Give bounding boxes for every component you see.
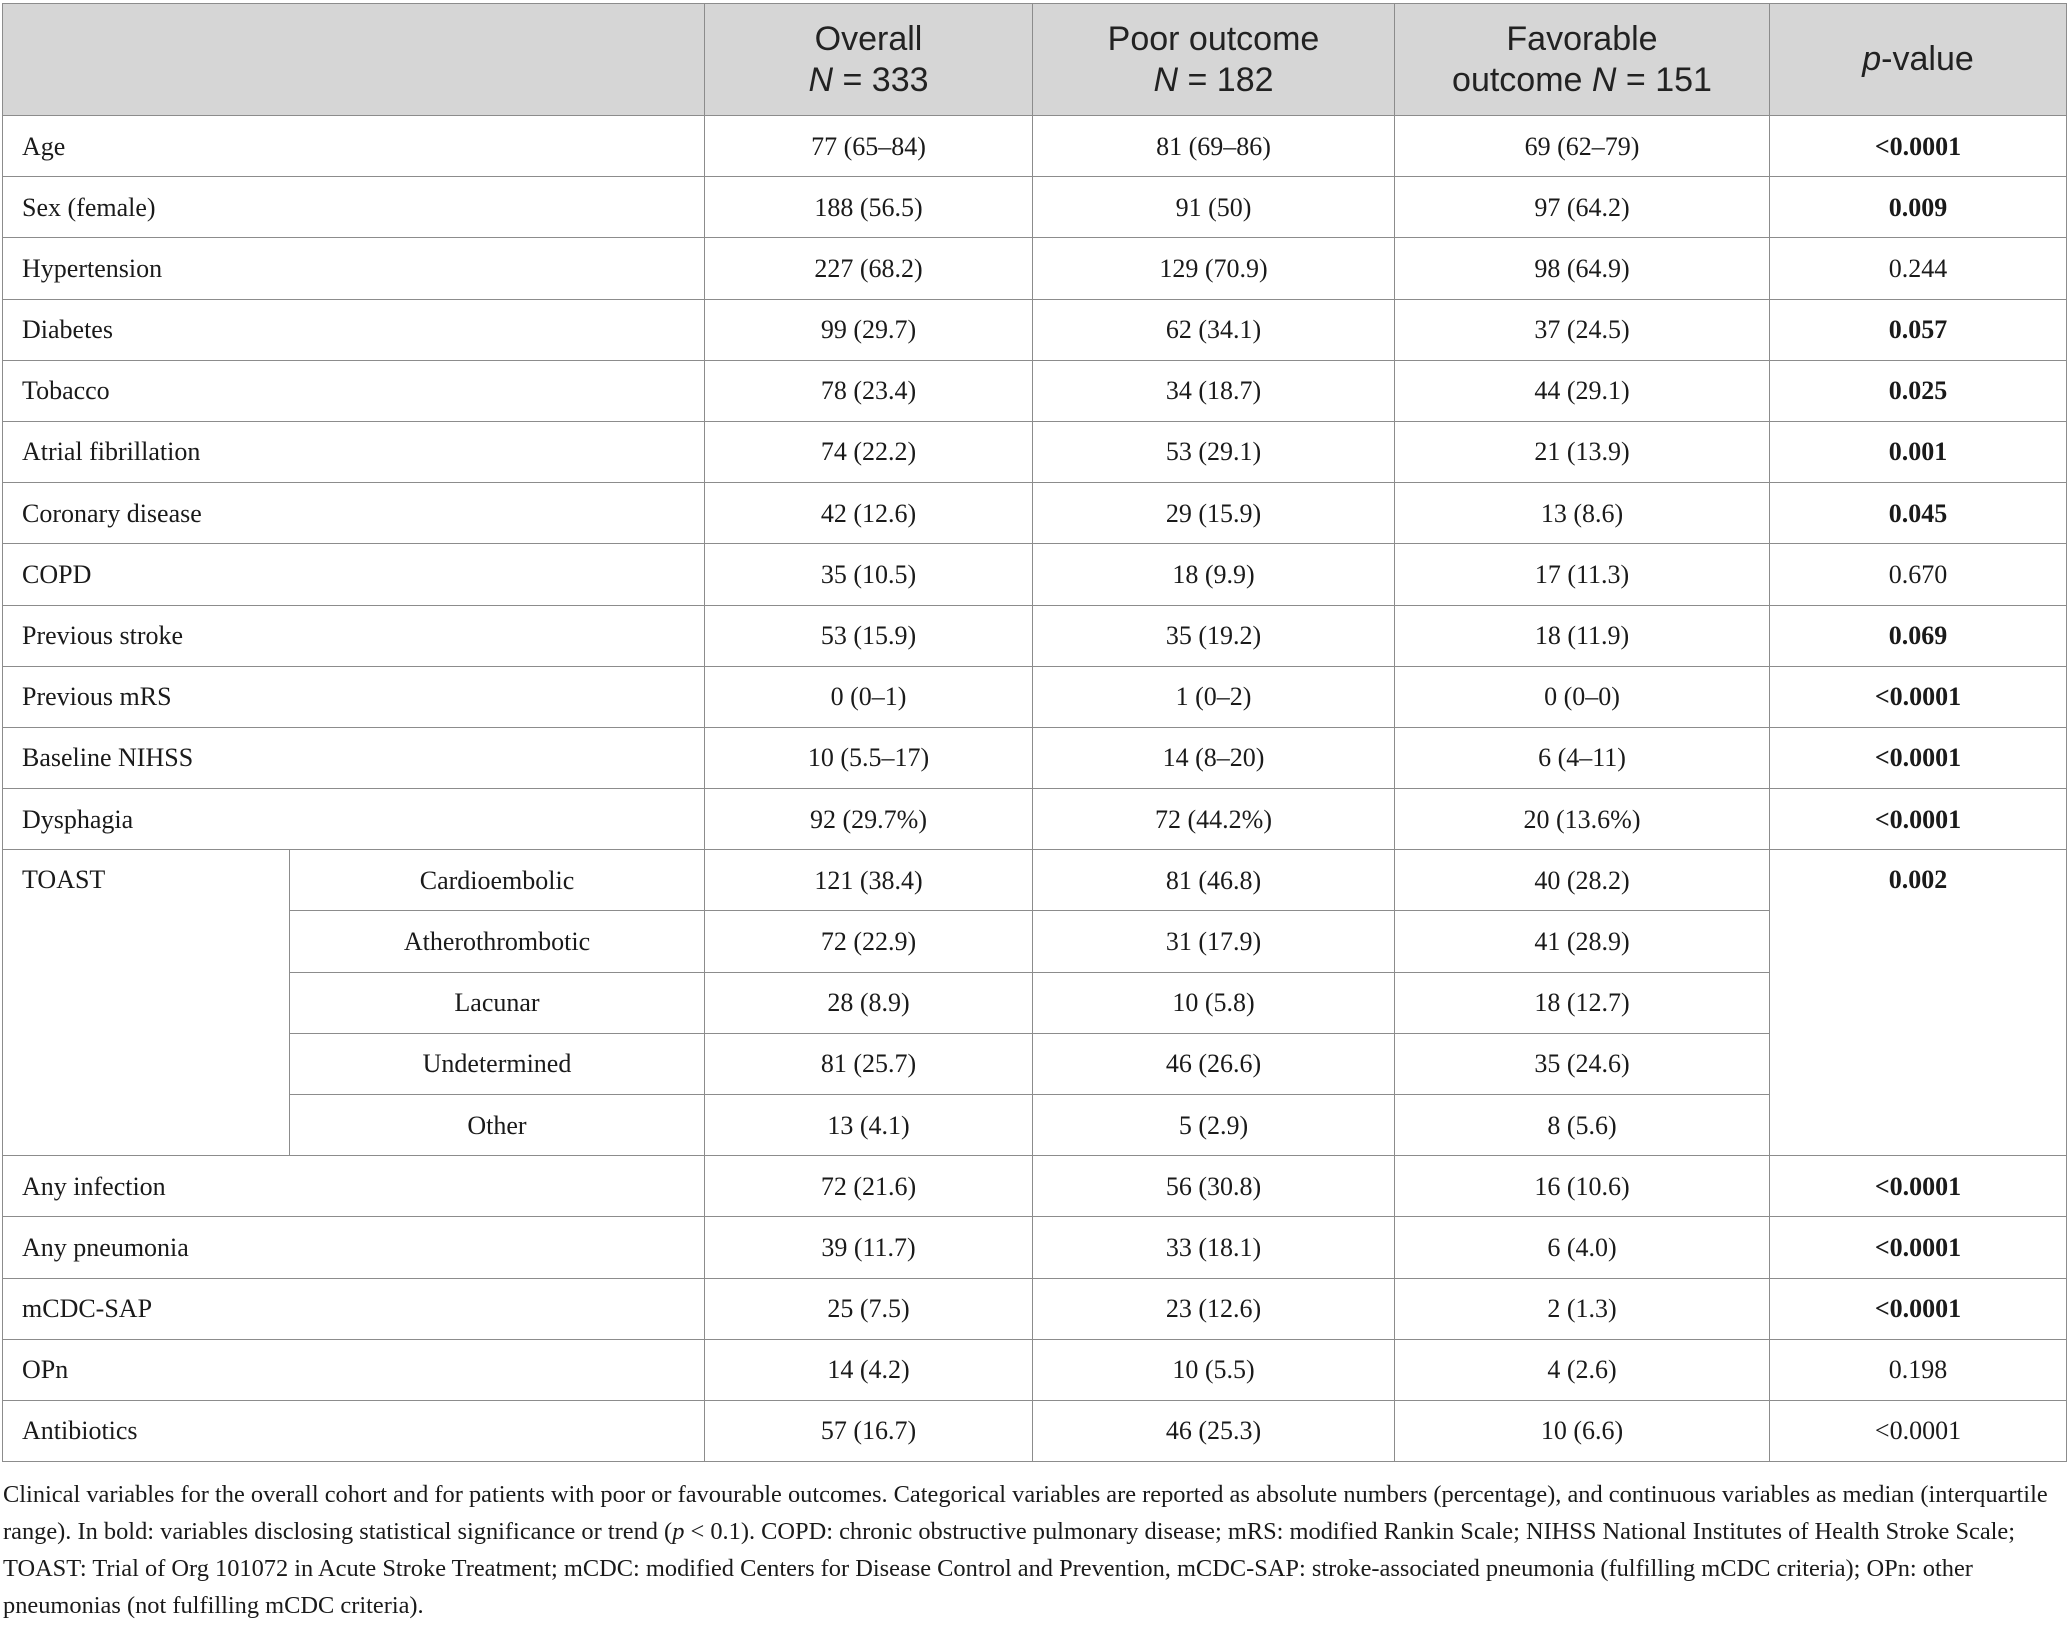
row-label: COPD	[3, 544, 705, 605]
table-row	[3, 727, 2067, 788]
cell-p-value: 0.045	[1770, 483, 2067, 544]
cell-p-value-toast: 0.002	[1770, 850, 2067, 1156]
cell-favorable-outcome: 6 (4.0)	[1395, 1217, 1770, 1278]
row-label: mCDC-SAP	[3, 1278, 705, 1339]
table-body	[3, 116, 2067, 1462]
table-footnote	[3, 1476, 2053, 1624]
cell-p-value: 0.009	[1770, 177, 2067, 238]
toast-subtype-label: Lacunar	[290, 972, 705, 1033]
cell-overall: 35 (10.5)	[705, 544, 1033, 605]
cell-favorable-outcome: 8 (5.6)	[1395, 1095, 1770, 1156]
cell-poor-outcome: 34 (18.7)	[1033, 360, 1395, 421]
toast-subtype-label: Cardioembolic	[290, 850, 705, 911]
cell-overall: 74 (22.2)	[705, 421, 1033, 482]
cell-favorable-outcome: 10 (6.6)	[1395, 1400, 1770, 1461]
header-poor-label: Poor outcome	[1107, 19, 1320, 58]
cell-overall: 121 (38.4)	[705, 850, 1033, 911]
header-poor-n-value: = 182	[1178, 60, 1274, 99]
row-label: Sex (female)	[3, 177, 705, 238]
cell-p-value: 0.025	[1770, 360, 2067, 421]
row-label: Age	[3, 116, 705, 177]
header-poor-outcome	[1033, 4, 1395, 116]
cell-p-value: 0.057	[1770, 299, 2067, 360]
cell-p-value: <0.0001	[1770, 1278, 2067, 1339]
footnote-text-1: Clinical variables for the overall cohort and for patients with poor or favourable outcomes. Categorical variables are reported as absolute numbers (percentage), and continuous variables as median (interquartile range). In bold: variables disclosing statistical significance or trend (	[3, 1481, 2048, 1545]
table-row	[3, 299, 2067, 360]
cell-favorable-outcome: 44 (29.1)	[1395, 360, 1770, 421]
cell-poor-outcome: 129 (70.9)	[1033, 238, 1395, 299]
header-overall-n-value: = 333	[833, 60, 929, 99]
header-row	[3, 4, 2067, 116]
table-row	[3, 1339, 2067, 1400]
cell-p-value: 0.069	[1770, 605, 2067, 666]
table-row-toast	[3, 911, 2067, 972]
cell-overall: 72 (22.9)	[705, 911, 1033, 972]
cell-poor-outcome: 14 (8–20)	[1033, 727, 1395, 788]
cell-p-value: 0.001	[1770, 421, 2067, 482]
cell-favorable-outcome: 20 (13.6%)	[1395, 789, 1770, 850]
header-p-italic: p	[1862, 40, 1882, 78]
table-row	[3, 360, 2067, 421]
cell-poor-outcome: 10 (5.8)	[1033, 972, 1395, 1033]
cell-overall: 72 (21.6)	[705, 1156, 1033, 1217]
cell-overall: 53 (15.9)	[705, 605, 1033, 666]
cell-overall: 39 (11.7)	[705, 1217, 1033, 1278]
table-row	[3, 1217, 2067, 1278]
header-overall-n-symbol: N	[808, 60, 834, 99]
cell-p-value: <0.0001	[1770, 789, 2067, 850]
cell-overall: 42 (12.6)	[705, 483, 1033, 544]
cell-favorable-outcome: 41 (28.9)	[1395, 911, 1770, 972]
table-row	[3, 544, 2067, 605]
cell-poor-outcome: 29 (15.9)	[1033, 483, 1395, 544]
table-row	[3, 238, 2067, 299]
header-fav-n-symbol: N	[1591, 60, 1617, 99]
table-row-toast	[3, 850, 2067, 911]
cell-favorable-outcome: 0 (0–0)	[1395, 666, 1770, 727]
row-label: Tobacco	[3, 360, 705, 421]
cell-poor-outcome: 91 (50)	[1033, 177, 1395, 238]
table-row	[3, 605, 2067, 666]
cell-p-value: 0.198	[1770, 1339, 2067, 1400]
cell-p-value: <0.0001	[1770, 1400, 2067, 1461]
cell-p-value: <0.0001	[1770, 666, 2067, 727]
cell-overall: 57 (16.7)	[705, 1400, 1033, 1461]
cell-overall: 188 (56.5)	[705, 177, 1033, 238]
cell-p-value: 0.244	[1770, 238, 2067, 299]
cell-overall: 77 (65–84)	[705, 116, 1033, 177]
table-row-toast	[3, 1033, 2067, 1094]
cell-poor-outcome: 5 (2.9)	[1033, 1095, 1395, 1156]
cell-favorable-outcome: 13 (8.6)	[1395, 483, 1770, 544]
toast-subtype-label: Other	[290, 1095, 705, 1156]
cell-poor-outcome: 53 (29.1)	[1033, 421, 1395, 482]
cell-poor-outcome: 81 (46.8)	[1033, 850, 1395, 911]
cell-p-value: <0.0001	[1770, 1217, 2067, 1278]
table-row	[3, 421, 2067, 482]
header-fav-label-line1: Favorable	[1506, 19, 1658, 58]
table-row	[3, 1156, 2067, 1217]
header-fav-label-line2: outcome	[1452, 60, 1592, 99]
table-row	[3, 177, 2067, 238]
table-row-toast	[3, 1095, 2067, 1156]
cell-p-value: 0.670	[1770, 544, 2067, 605]
cell-poor-outcome: 72 (44.2%)	[1033, 789, 1395, 850]
cell-overall: 78 (23.4)	[705, 360, 1033, 421]
cell-favorable-outcome: 18 (12.7)	[1395, 972, 1770, 1033]
header-overall-label: Overall	[814, 19, 923, 58]
cell-overall: 227 (68.2)	[705, 238, 1033, 299]
cell-favorable-outcome: 98 (64.9)	[1395, 238, 1770, 299]
cell-overall: 14 (4.2)	[705, 1339, 1033, 1400]
row-label: Previous mRS	[3, 666, 705, 727]
header-favorable-outcome	[1395, 4, 1770, 116]
row-label: Any infection	[3, 1156, 705, 1217]
toast-subtype-label: Undetermined	[290, 1033, 705, 1094]
header-p-value	[1770, 4, 2067, 116]
clinical-variables-table	[2, 3, 2067, 1462]
table-row	[3, 483, 2067, 544]
cell-overall: 92 (29.7%)	[705, 789, 1033, 850]
cell-poor-outcome: 23 (12.6)	[1033, 1278, 1395, 1339]
cell-poor-outcome: 18 (9.9)	[1033, 544, 1395, 605]
cell-overall: 0 (0–1)	[705, 666, 1033, 727]
table-row	[3, 1400, 2067, 1461]
cell-poor-outcome: 31 (17.9)	[1033, 911, 1395, 972]
cell-favorable-outcome: 21 (13.9)	[1395, 421, 1770, 482]
toast-subtype-label: Atherothrombotic	[290, 911, 705, 972]
cell-poor-outcome: 33 (18.1)	[1033, 1217, 1395, 1278]
row-label: Previous stroke	[3, 605, 705, 666]
cell-overall: 25 (7.5)	[705, 1278, 1033, 1339]
cell-overall: 81 (25.7)	[705, 1033, 1033, 1094]
cell-poor-outcome: 46 (26.6)	[1033, 1033, 1395, 1094]
row-label: Dysphagia	[3, 789, 705, 850]
table-row	[3, 666, 2067, 727]
cell-favorable-outcome: 69 (62–79)	[1395, 116, 1770, 177]
cell-favorable-outcome: 35 (24.6)	[1395, 1033, 1770, 1094]
row-label: Any pneumonia	[3, 1217, 705, 1278]
cell-poor-outcome: 1 (0–2)	[1033, 666, 1395, 727]
cell-favorable-outcome: 16 (10.6)	[1395, 1156, 1770, 1217]
header-fav-n-value: = 151	[1616, 60, 1712, 99]
footnote-text-2: < 0.1). COPD: chronic obstructive pulmonary disease; mRS: modified Rankin Scale; NIHSS National Institutes of Health Stroke Scale; TOAST: Trial of Org 101072 in Acute Stroke Treatment; mCDC: modified Centers for Disease Control and Prevention, mCDC-SAP: stroke-associated pneumonia (fulfilling mCDC criteria); OPn: other pneumonias (not fulfilling mCDC criteria).	[3, 1518, 2016, 1619]
cell-p-value: <0.0001	[1770, 1156, 2067, 1217]
table-row-toast	[3, 972, 2067, 1033]
header-poor-n-symbol: N	[1153, 60, 1179, 99]
cell-favorable-outcome: 6 (4–11)	[1395, 727, 1770, 788]
cell-overall: 28 (8.9)	[705, 972, 1033, 1033]
row-label: OPn	[3, 1339, 705, 1400]
cell-overall: 99 (29.7)	[705, 299, 1033, 360]
cell-favorable-outcome: 97 (64.2)	[1395, 177, 1770, 238]
table-row	[3, 116, 2067, 177]
cell-poor-outcome: 56 (30.8)	[1033, 1156, 1395, 1217]
row-label: Coronary disease	[3, 483, 705, 544]
row-label: Atrial fibrillation	[3, 421, 705, 482]
cell-poor-outcome: 46 (25.3)	[1033, 1400, 1395, 1461]
cell-overall: 13 (4.1)	[705, 1095, 1033, 1156]
cell-p-value: <0.0001	[1770, 727, 2067, 788]
cell-favorable-outcome: 17 (11.3)	[1395, 544, 1770, 605]
row-label-toast: TOAST	[3, 850, 290, 1156]
footnote-p-italic: p	[672, 1518, 685, 1545]
row-label: Baseline NIHSS	[3, 727, 705, 788]
cell-overall: 10 (5.5–17)	[705, 727, 1033, 788]
cell-favorable-outcome: 40 (28.2)	[1395, 850, 1770, 911]
cell-favorable-outcome: 4 (2.6)	[1395, 1339, 1770, 1400]
header-p-rest: -value	[1881, 40, 1974, 78]
table-row	[3, 789, 2067, 850]
row-label: Hypertension	[3, 238, 705, 299]
cell-poor-outcome: 81 (69–86)	[1033, 116, 1395, 177]
table-header	[3, 4, 2067, 116]
cell-favorable-outcome: 2 (1.3)	[1395, 1278, 1770, 1339]
header-overall	[705, 4, 1033, 116]
row-label: Diabetes	[3, 299, 705, 360]
cell-favorable-outcome: 18 (11.9)	[1395, 605, 1770, 666]
row-label: Antibiotics	[3, 1400, 705, 1461]
cell-poor-outcome: 10 (5.5)	[1033, 1339, 1395, 1400]
cell-p-value: <0.0001	[1770, 116, 2067, 177]
cell-poor-outcome: 35 (19.2)	[1033, 605, 1395, 666]
cell-favorable-outcome: 37 (24.5)	[1395, 299, 1770, 360]
table-row	[3, 1278, 2067, 1339]
cell-poor-outcome: 62 (34.1)	[1033, 299, 1395, 360]
header-variable-cell	[3, 4, 705, 116]
